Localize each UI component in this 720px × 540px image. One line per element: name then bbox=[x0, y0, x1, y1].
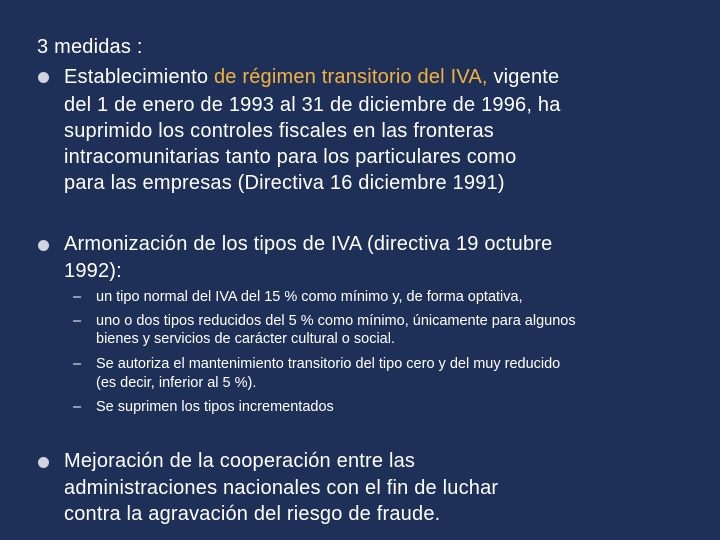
bullet-2-line-1: Armonización de los tipos de IVA (directiva 19 octubre bbox=[64, 233, 553, 255]
heading: 3 medidas : bbox=[37, 36, 143, 58]
bullet-dot-1 bbox=[38, 72, 49, 83]
bullet-3-line-2: administraciones nacionales con el fin de luchar bbox=[64, 477, 499, 499]
sub-item-2-line-2: bienes y servicios de carácter cultural o social. bbox=[96, 331, 395, 347]
sub-item-2-line-1: uno o dos tipos reducidos del 5 % como mínimo, únicamente para algunos bbox=[96, 313, 576, 329]
bullet-2-line-2: 1992): bbox=[64, 260, 122, 282]
bullet-dot-2 bbox=[38, 240, 49, 251]
bullet-3-line-3: contra la agravación del riesgo de fraude. bbox=[64, 503, 441, 525]
sub-dash-3: – bbox=[73, 356, 82, 372]
sub-dash-2: – bbox=[73, 313, 82, 329]
sub-item-4: Se suprimen los tipos incrementados bbox=[96, 399, 334, 415]
bullet-1-highlight: de régimen transitorio del IVA, bbox=[213, 66, 488, 88]
bullet-1-line-2: del 1 de enero de 1993 al 31 de diciembre de 1996, ha bbox=[64, 94, 561, 116]
sub-item-3-line-2: (es decir, inferior al 5 %). bbox=[96, 375, 257, 391]
sub-dash-1: – bbox=[73, 289, 82, 305]
bullet-1-line-3: suprimido los controles fiscales en las fronteras bbox=[64, 120, 494, 142]
bullet-3-line-1: Mejoración de la cooperación entre las bbox=[64, 450, 416, 472]
sub-item-3-line-1: Se autoriza el mantenimiento transitorio del tipo cero y del muy reducido bbox=[96, 356, 561, 372]
sub-item-1: un tipo normal del IVA del 15 % como mínimo y, de forma optativa, bbox=[96, 289, 523, 305]
bullet-dot-3 bbox=[38, 457, 49, 468]
bullet-1-line-1 bbox=[64, 66, 559, 89]
sub-dash-4: – bbox=[73, 399, 82, 415]
bullet-1-line-4: intracomunitarias tanto para los particulares como bbox=[64, 146, 517, 168]
bullet-1-line-5: para las empresas (Directiva 16 diciembre 1991) bbox=[64, 172, 505, 194]
bullet-1-text-post: vigente bbox=[487, 66, 560, 88]
bullet-1-text-pre: Establecimiento bbox=[64, 66, 214, 88]
